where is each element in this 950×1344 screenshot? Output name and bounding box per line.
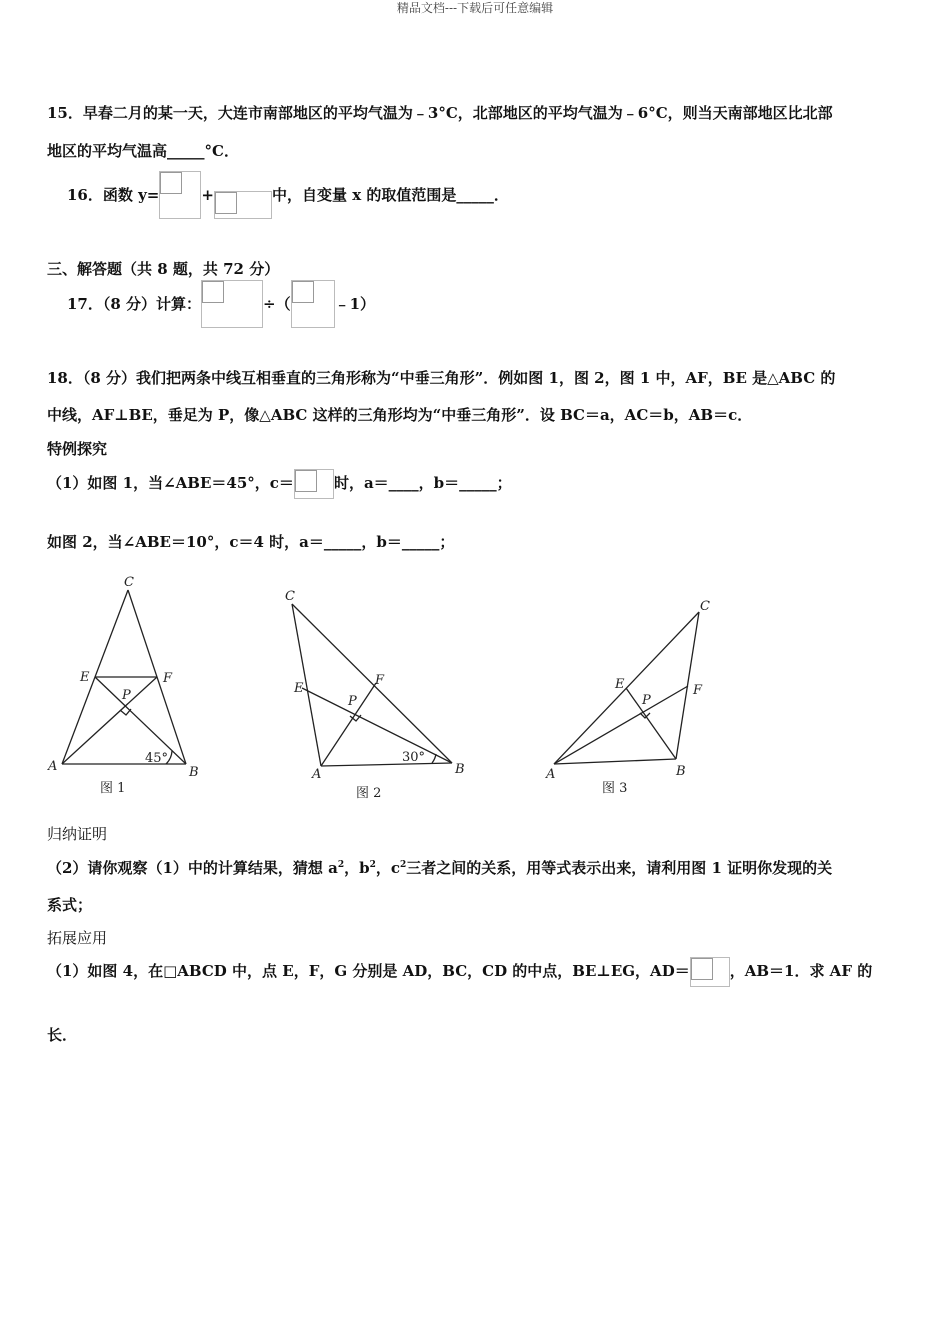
q18-part3-line2: 长． [47,1026,78,1044]
q18-part1-suffix: 时，a＝____，b＝_____； [333,474,512,492]
q18-part3-suffix: ，AB＝1．求 AF 的 [729,962,873,980]
q18-part2-d: 三者之间的关系，用等式表示出来，请利用图 1 证明你发现的关 [406,859,833,877]
q17-suffix: ﹣1） [334,295,376,313]
fig2-vertex-b: B [455,762,465,777]
fig3-caption: 图 3 [602,781,628,796]
fig1-angle: 45° [145,751,169,766]
q16-prefix: 16．函数 y= [67,186,160,204]
q18-part2-a: （2）请你观察（1）中的计算结果，猜想 a [47,859,338,877]
broken-image-icon [201,280,263,328]
fig3-vertex-e: E [615,677,625,692]
q18-part1b: 如图 2，当∠ABE＝10°，c＝4 时，a＝_____，b＝_____； [47,533,455,551]
q17-mid: ÷（ [263,295,291,313]
fig3-vertex-b: B [676,764,686,779]
q16 [67,171,509,219]
fig2-vertex-p: P [348,694,357,709]
q18-part3-prefix: （1）如图 4，在□ABCD 中，点 E，F，G 分别是 AD，BC，CD 的中点，BE⊥EG，AD＝ [47,962,690,980]
superscript-2: 2 [337,860,345,870]
fig2-vertex-a: A [312,767,322,782]
figure-2 [292,604,452,766]
q18-part1 [47,467,512,499]
section-3-heading: 三、解答题（共 8 题，共 72 分） [47,260,280,278]
broken-image-icon [214,191,272,219]
broken-image-icon [294,469,334,499]
fig2-vertex-f: F [375,673,385,688]
q18-part3 [47,955,872,987]
fig2-angle: 30° [402,750,426,765]
superscript-2: 2 [400,860,407,870]
broken-image-icon [291,280,335,328]
fig1-vertex-f: F [163,671,173,686]
q17-prefix: 17．（8 分）计算： [67,295,202,313]
q18-line2: 中线，AF⊥BE，垂足为 P，像△ABC 这样的三角形均为“中垂三角形”．设 BC＝a，AC＝b，AB＝c． [47,406,753,424]
q18-part2-line2: 系式； [47,896,93,914]
q16-suffix: 中，自变量 x 的取值范围是_____． [271,186,509,204]
fig1-vertex-p: P [122,688,131,703]
triangle-figures [40,570,730,805]
fig2-vertex-e: E [294,681,304,696]
broken-image-icon [159,171,201,219]
fig3-vertex-p: P [642,693,651,708]
summary-heading: 归纳证明 [47,825,108,843]
fig1-vertex-c: C [124,575,134,590]
q17 [67,280,375,328]
q18-part2-c: ，c [375,859,400,877]
superscript-2: 2 [369,860,376,870]
fig1-vertex-e: E [80,670,90,685]
q18-part1-prefix: （1）如图 1，当∠ABE＝45°，c＝ [47,474,294,492]
fig1-vertex-b: B [189,765,199,780]
extension-heading: 拓展应用 [47,929,108,947]
fig3-vertex-f: F [693,683,703,698]
fig3-vertex-c: C [700,599,710,614]
q18-part2 [47,857,832,878]
q15-line1: 15．早春二月的某一天，大连市南部地区的平均气温为﹣3°C，北部地区的平均气温为﹣6°C，则当天南部地区比北部 [47,104,833,122]
q18-part2-b: ，b [344,859,370,877]
fig1-caption: 图 1 [100,781,126,796]
q18-line1: 18．（8 分）我们把两条中线互相垂直的三角形称为“中垂三角形”．例如图 1，图 2，图 1 中，AF，BE 是△ABC 的 [47,369,836,387]
fig3-vertex-a: A [546,767,556,782]
fig1-vertex-a: A [48,759,58,774]
fig2-vertex-c: C [285,589,295,604]
q15-line2: 地区的平均气温高_____°C． [47,142,239,160]
special-case-heading: 特例探究 [47,440,108,458]
page-header: 精品文档---下载后可任意编辑 [396,1,554,15]
q16-plus: + [201,186,214,204]
broken-image-icon [690,957,730,987]
figure-3 [554,612,699,764]
fig2-caption: 图 2 [356,786,382,801]
